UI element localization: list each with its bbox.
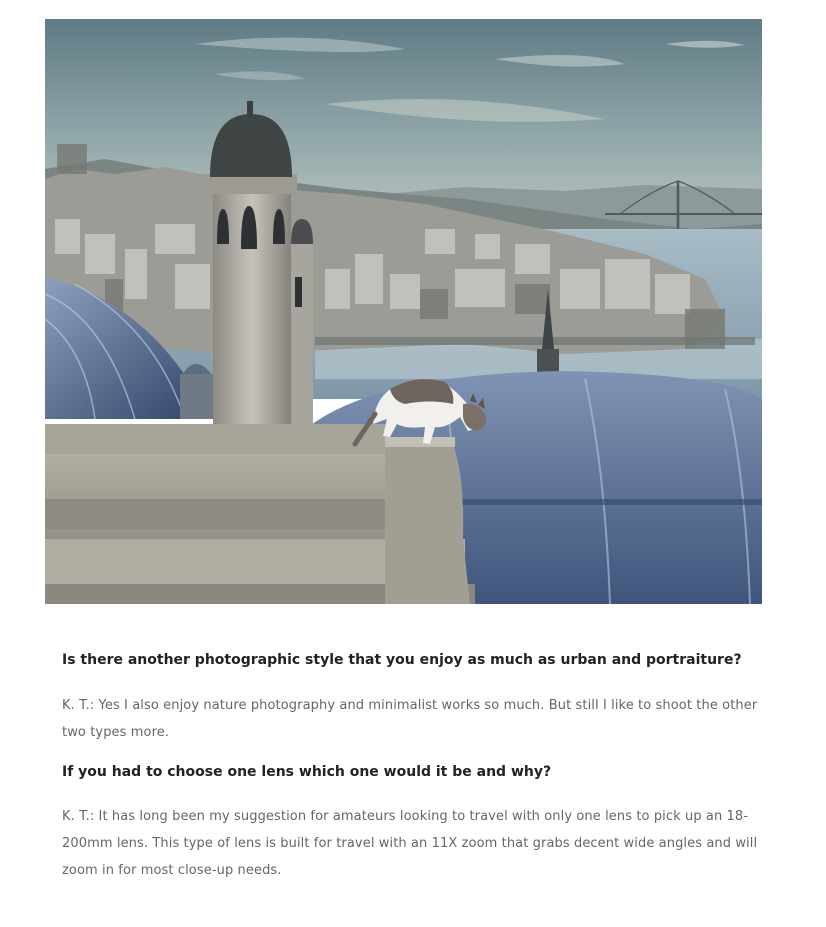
interview-question-2: If you had to choose one lens which one would it be and why? [62, 764, 552, 780]
interview-question-1: Is there another photographic style that you enjoy as much as urban and portraiture? [62, 652, 742, 668]
interview-answer-2: K. T.: It has long been my suggestion for amateurs looking to travel with only one lens to pick up an 18-200mm lens. This type of lens is built for travel with an 11X zoom that grabs decent wide angles and will zoom in for most close-up needs. [62, 809, 758, 878]
article-photo [45, 19, 762, 604]
article-body [62, 649, 782, 884]
cityscape-with-cat-image [45, 19, 762, 604]
interview-answer-1: K. T.: Yes I also enjoy nature photography and minimalist works so much. But still I like to shoot the other two types more. [62, 698, 758, 740]
